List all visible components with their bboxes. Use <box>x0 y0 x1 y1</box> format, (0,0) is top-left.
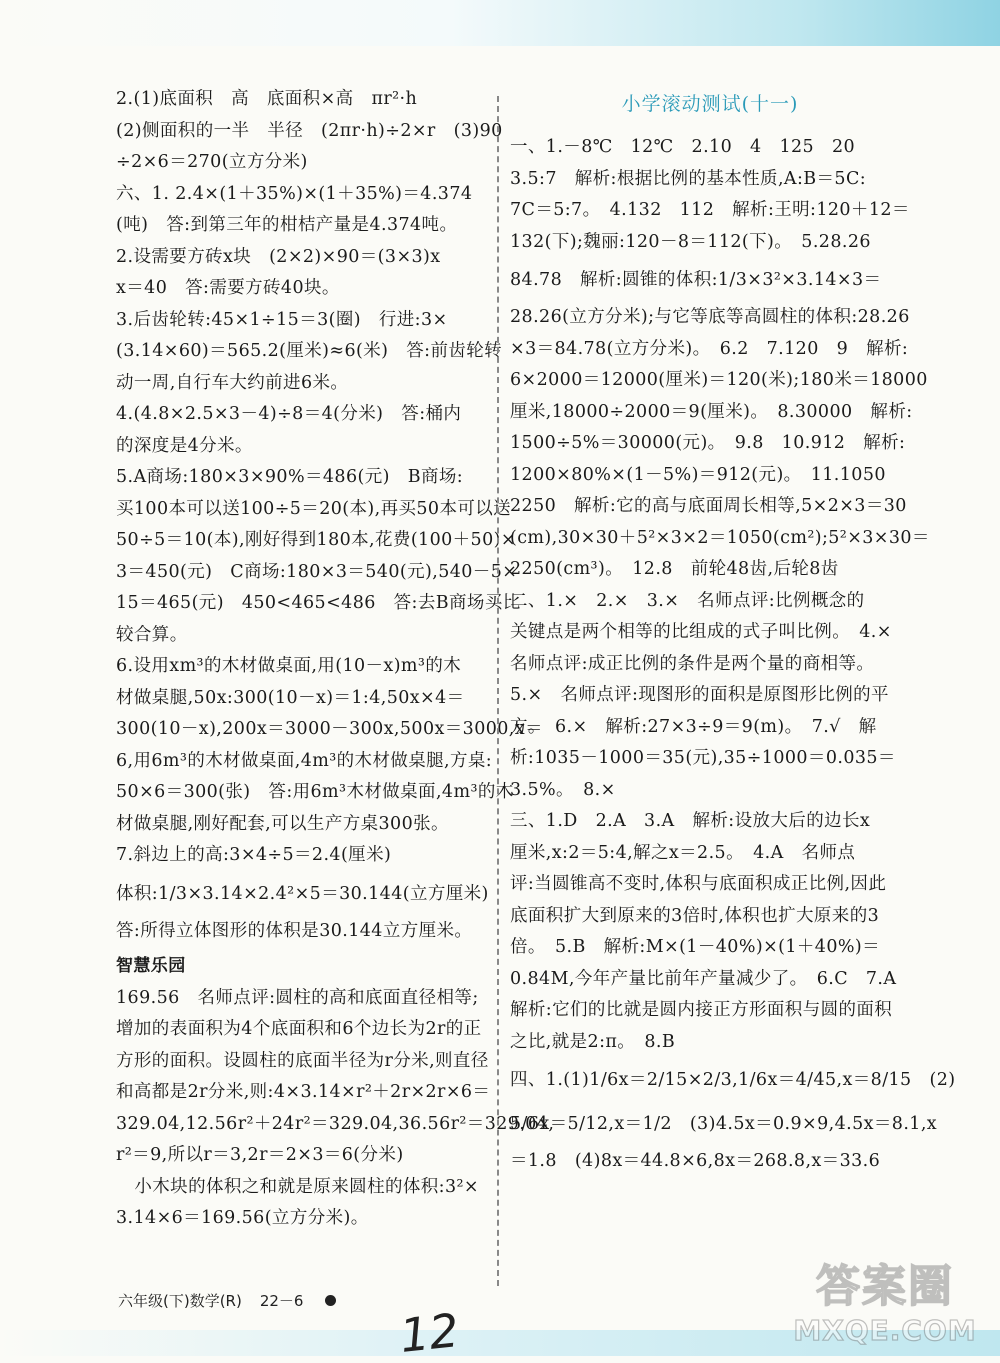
text-line: 名师点评:成正比例的条件是两个量的商相等。 <box>510 653 875 674</box>
text-line: 6×2000＝12000(厘米)＝120(米);180米＝18000 <box>510 370 928 390</box>
section-title: 小学滚动测试(十一) <box>621 93 799 115</box>
text-line: 2250(cm³)。 12.8 前轮48齿,后轮8齿 <box>510 559 839 579</box>
text-line: 一、1.－8℃ 12℃ 2.10 4 125 20 <box>510 137 856 157</box>
text-line: 关键点是两个相等的比组成的式子叫比例。 4.× <box>510 622 892 642</box>
text-line: 3.后齿轮转:45×1÷15＝3(圈) 行进:3× <box>116 309 448 330</box>
right-column <box>510 84 956 1178</box>
text-line: 体积:1/3×3.14×2.4²×5＝30.144(立方厘米) <box>116 883 489 904</box>
text-line: (2)侧面积的一半 半径 (2πr·h)÷2×r (3)90 <box>116 120 503 141</box>
text-line: ×3＝84.78(立方分米)。 6.2 7.120 9 解析: <box>510 338 909 359</box>
footer-book-label: 六年级(下)数学(R) <box>118 1292 242 1310</box>
text-line: 15＝465(元) 450<465<486 答:去B商场买比 <box>116 593 521 613</box>
left-column <box>116 84 555 1235</box>
text-line: 84.78 解析:圆锥的体积:1/3×3²×3.14×3＝ <box>510 270 882 290</box>
section-heading-zhihui: 智慧乐园 <box>116 956 186 976</box>
text-line: 50÷5＝10(本),刚好得到180本,花费(100＋50)× <box>116 530 516 550</box>
text-line: 答:所得立体图形的体积是30.144立方厘米。 <box>116 920 473 941</box>
text-line: 厘米,x:2＝5:4,解之x＝2.5。 4.A 名师点 <box>510 842 856 863</box>
text-line: x＝40 答:需要方砖40块。 <box>116 278 340 298</box>
text-line: 动一周,自行车大约前进6米。 <box>116 372 349 393</box>
text-line: 之比,就是2:π。 8.B <box>510 1031 676 1052</box>
text-line: 析:1035－1000＝35(元),35÷1000＝0.035＝ <box>510 748 896 768</box>
text-line: 5/6x＝5/12,x＝1/2 (3)4.5x＝0.9×9,4.5x＝8.1,x <box>510 1114 938 1134</box>
text-line: ÷2×6＝270(立方分米) <box>116 152 308 172</box>
text-line: (cm),30×30＋5²×3×2＝1050(cm²);5²×3×30＝ <box>510 527 930 548</box>
text-line: 329.04,12.56r²＋24r²＝329.04,36.56r²＝329.04, <box>116 1113 555 1134</box>
text-line: 的深度是4分米。 <box>116 435 253 456</box>
text-line: (吨) 答:到第三年的柑桔产量是4.374吨。 <box>116 215 458 235</box>
text-line: 倍。 5.B 解析:M×(1－40%)×(1＋40%)＝ <box>510 937 881 957</box>
text-line: 1500÷5%＝30000(元)。 9.8 10.912 解析: <box>510 433 906 453</box>
text-line: 0.84M,今年产量比前年产量减少了。 6.C 7.A <box>510 968 897 989</box>
text-line: 169.56 名师点评:圆柱的高和底面直径相等; <box>116 987 479 1008</box>
text-line: 6,用6m³的木材做桌面,4m³的木材做桌腿,方桌: <box>116 750 493 771</box>
text-line: 132(下);魏丽:120－8＝112(下)。 5.28.26 <box>510 231 871 252</box>
text-line: 材做桌腿,刚好配套,可以生产方桌300张。 <box>116 813 449 834</box>
text-line: 1200×80%×(1－5%)＝912(元)。 11.1050 <box>510 464 886 485</box>
text-line: 和高都是2r分米,则:4×3.14×r²＋2r×2r×6＝ <box>116 1082 491 1102</box>
watermark-logo <box>770 1248 1000 1348</box>
text-line: 二、1.× 2.× 3.× 名师点评:比例概念的 <box>510 590 865 611</box>
text-line: 300(10－x),200x＝3000－300x,500x＝3000,x＝ <box>116 719 543 739</box>
footer-page-code: 22－6 <box>259 1292 304 1310</box>
text-line: 4.(4.8×2.5×3－4)÷8＝4(分米) 答:桶内 <box>116 404 462 424</box>
text-line: 材做桌腿,50x:300(10－x)＝1:4,50x×4＝ <box>116 687 465 708</box>
text-line: 50×6＝300(张) 答:用6m³木材做桌面,4m³的木 <box>116 782 514 802</box>
text-line: 较合算。 <box>116 624 188 645</box>
text-line: 增加的表面积为4个底面积和6个边长为2r的正 <box>116 1019 482 1039</box>
text-line: ＝1.8 (4)8x＝44.8×6,8x＝268.8,x＝33.6 <box>510 1151 881 1171</box>
text-line: 5.A商场:180×3×90%＝486(元) B商场: <box>116 467 464 487</box>
text-line: 三、1.D 2.A 3.A 解析:设放大后的边长x <box>510 811 871 831</box>
text-line: 方形的面积。设圆柱的底面半径为r分米,则直径 <box>116 1050 489 1071</box>
text-line: 底面积扩大到原来的3倍时,体积也扩大原来的3 <box>510 905 880 926</box>
text-line: 3＝450(元) C商场:180×3＝540(元),540－5× <box>116 561 518 582</box>
text-line: 3.5:7 解析:根据比例的基本性质,A:B＝5C: <box>510 168 867 189</box>
text-line: 5.× 名师点评:现图形的面积是原图形比例的平 <box>510 685 889 705</box>
text-line: 2.(1)底面积 高 底面积×高 πr²·h <box>116 89 418 109</box>
text-line: 小木块的体积之和就是原来圆柱的体积:3²× <box>134 1176 479 1197</box>
watermark-text: 答案圈 <box>816 1260 954 1312</box>
text-line: 7C＝5:7。 4.132 112 解析:王明:120＋12＝ <box>510 200 910 220</box>
watermark-url: MXQE.COM <box>793 1313 977 1347</box>
text-line: 方。 6.× 解析:27×3÷9＝9(m)。 7.√ 解 <box>510 716 877 737</box>
column-divider <box>497 96 499 1286</box>
text-line: r²＝9,所以r＝3,2r＝2×3＝6(分米) <box>116 1145 404 1165</box>
text-line: 六、1. 2.4×(1＋35%)×(1＋35%)＝4.374 <box>116 183 473 204</box>
text-line: 2.设需要方砖x块 (2×2)×90＝(3×3)x <box>116 246 441 267</box>
page-footer <box>118 1290 336 1311</box>
text-line: 3.5%。 8.× <box>510 779 616 800</box>
handwritten-page-number: 12 <box>397 1303 462 1363</box>
footer-dot-icon <box>325 1295 336 1306</box>
page-top-edge <box>0 0 1000 46</box>
text-line: 买100本可以送100÷5＝20(本),再买50本可以送 <box>116 498 512 519</box>
text-line: 3.14×6＝169.56(立方分米)。 <box>116 1208 369 1228</box>
text-line: 厘米,18000÷2000＝9(厘米)。 8.30000 解析: <box>510 401 913 422</box>
text-line: 28.26(立方分米);与它等底等高圆柱的体积:28.26 <box>510 307 910 327</box>
text-line: 6.设用xm³的木材做桌面,用(10－x)m³的木 <box>116 656 462 676</box>
text-line: 评:当圆锥高不变时,体积与底面积成正比例,因此 <box>510 874 887 894</box>
text-line: 解析:它们的比就是圆内接正方形面积与圆的面积 <box>510 1000 893 1020</box>
text-line: 2250 解析:它的高与底面周长相等,5×2×3＝30 <box>510 496 907 516</box>
text-line: 7.斜边上的高:3×4÷5＝2.4(厘米) <box>116 845 392 865</box>
text-line: 四、1.(1)1/6x＝2/15×2/3,1/6x＝4/45,x＝8/15 (2) <box>510 1070 956 1090</box>
text-line: (3.14×60)＝565.2(厘米)≈6(米) 答:前齿轮转 <box>116 341 503 361</box>
